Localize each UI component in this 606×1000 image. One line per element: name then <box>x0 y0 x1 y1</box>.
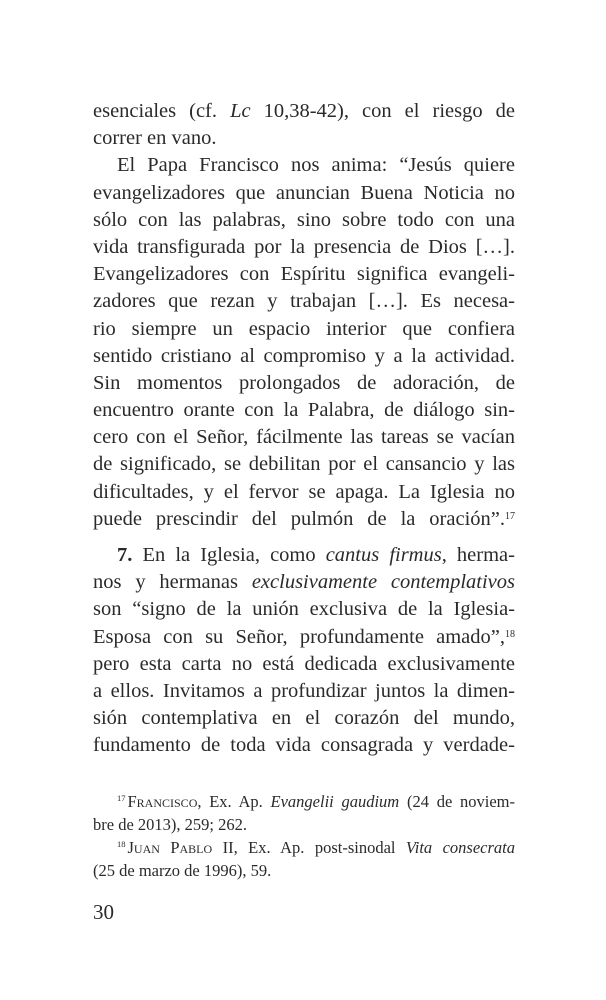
italic-text: Evangelii gaudium <box>270 792 400 811</box>
italic-text: cantus firmus <box>325 544 442 566</box>
text-segment: En la Iglesia, como <box>132 544 326 566</box>
text-line <box>93 506 515 533</box>
footnote-ref: 18 <box>505 628 515 640</box>
text-line <box>93 343 515 370</box>
italic-text: exclusivamente contemplativos <box>251 571 515 594</box>
text-line <box>93 569 515 596</box>
text-line <box>93 180 515 207</box>
text-segment: a ellos. Invitamos a profundizar juntos la dimen- <box>93 679 515 702</box>
text-line <box>93 316 515 343</box>
text-segment: evangelizadores que anuncian Buena Noticia no <box>93 181 515 204</box>
text-line <box>93 678 515 705</box>
text-segment: bre de 2013), 259; 262. <box>93 815 247 834</box>
text-segment: de significado, se debilitan por el cansancio y las <box>93 453 515 476</box>
text-segment: rio siempre un espacio interior que confiera <box>93 317 515 340</box>
text-line <box>93 479 515 506</box>
text-segment: 10,38-42), con el riesgo de <box>250 100 516 122</box>
author-name: Juan Pablo <box>127 838 213 857</box>
text-segment: , herma- <box>441 544 515 566</box>
text-segment: II, Ex. Ap. post-sinodal <box>212 838 406 857</box>
text-segment: zadores que rezan y trabajan […]. Es necesa- <box>93 290 515 313</box>
text-segment: (24 de noviem- <box>399 792 515 811</box>
text-segment: son “signo de la unión exclusiva de la Iglesia- <box>93 598 515 621</box>
italic-text: Lc <box>230 100 251 122</box>
italic-text: Vita consecrata <box>405 838 515 857</box>
footnote-line <box>93 813 515 836</box>
text-line <box>93 424 515 451</box>
text-line <box>93 542 515 569</box>
footnote-line <box>93 790 515 813</box>
text-line <box>93 288 515 315</box>
text-line <box>93 261 515 288</box>
text-segment: esenciales (cf. <box>93 100 231 122</box>
text-segment: cero con el Señor, fácilmente las tareas se vacían <box>93 426 515 449</box>
text-segment: Sin momentos prolongados de adoración, de <box>93 371 515 394</box>
text-line <box>93 596 515 623</box>
text-segment: sentido cristiano al compromiso y a la actividad. <box>93 344 515 367</box>
text-segment: dificultades, y el fervor se apaga. La Iglesia no <box>93 480 515 503</box>
text-segment: El Papa Francisco nos anima: “Jesús quiere <box>117 154 515 177</box>
text-line <box>93 451 515 478</box>
footnote-ref: 18 <box>117 839 126 849</box>
text-segment: (25 de marzo de 1996), 59. <box>93 861 272 880</box>
paragraph-number: 7. <box>117 544 133 566</box>
text-line <box>93 152 515 179</box>
text-line <box>93 207 515 234</box>
footnotes <box>93 790 515 882</box>
text-segment: sólo con las palabras, sino sobre todo con una <box>93 208 515 231</box>
text-line <box>93 732 515 759</box>
text-segment: , Ex. Ap. <box>197 792 271 811</box>
text-line <box>93 651 515 678</box>
footnote-line <box>93 859 515 882</box>
footnote-ref: 17 <box>505 510 515 522</box>
paragraph-gap <box>93 533 515 542</box>
text-segment: fundamento de toda vida consagrada y verdade- <box>93 734 515 757</box>
text-line <box>93 98 515 125</box>
text-segment: encuentro orante con la Palabra, de diálogo sin- <box>93 399 515 422</box>
text-segment: pero esta carta no está dedicada exclusivamente <box>93 652 515 675</box>
text-line <box>93 125 515 152</box>
text-segment: nos y hermanas <box>93 571 252 594</box>
footnote-ref: 17 <box>117 793 126 803</box>
footnote-line <box>93 836 515 859</box>
body-text <box>93 98 515 760</box>
text-line <box>93 370 515 397</box>
author-name: Francisco <box>127 792 198 811</box>
text-segment: sión contemplativa en el corazón del mundo, <box>93 707 515 730</box>
text-line <box>93 234 515 261</box>
text-segment: puede prescindir del pulmón de la oración”. <box>93 507 505 530</box>
text-segment: Evangelizadores con Espíritu significa evangeli- <box>93 263 515 286</box>
text-segment: correr en vano. <box>93 127 217 150</box>
page-number: 30 <box>93 900 114 924</box>
text-segment: Esposa con su Señor, profundamente amado”, <box>93 625 505 648</box>
text-segment: vida transfigurada por la presencia de Dios […]. <box>93 235 515 258</box>
text-line <box>93 624 515 651</box>
text-line <box>93 397 515 424</box>
text-line <box>93 705 515 732</box>
